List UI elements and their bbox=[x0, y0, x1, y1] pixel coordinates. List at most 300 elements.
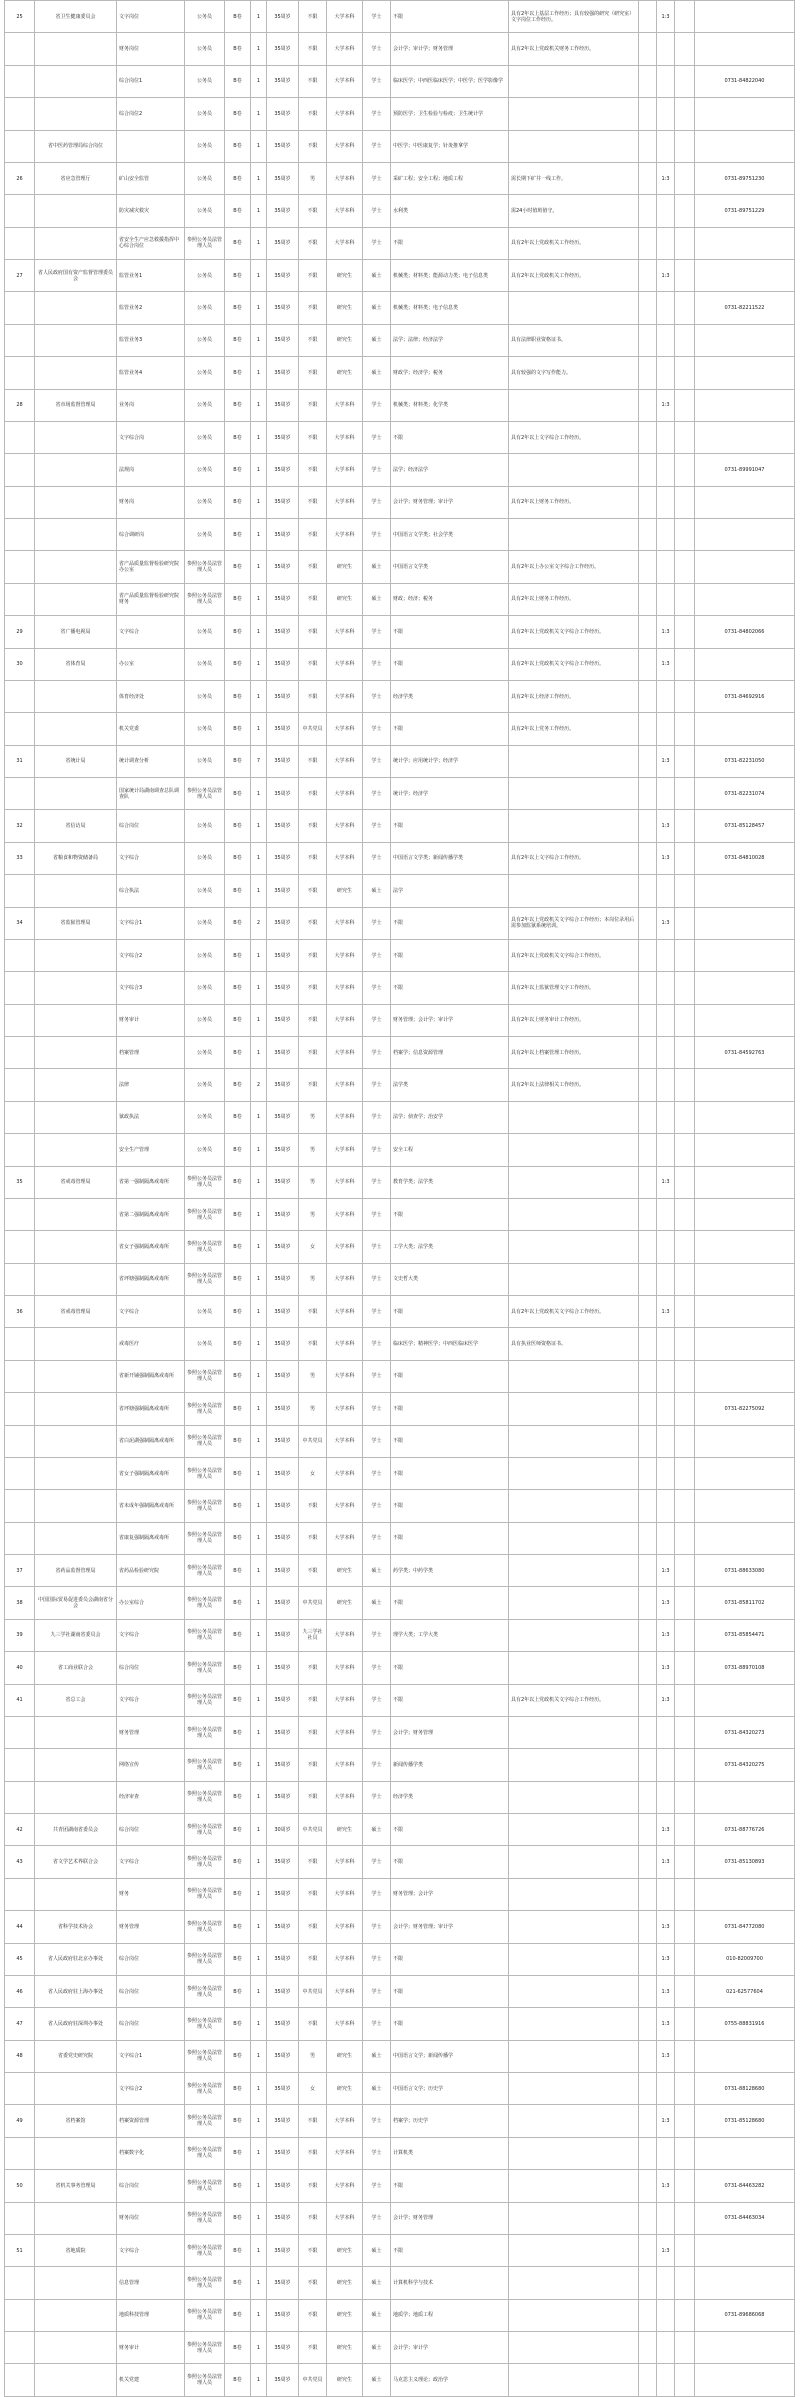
contact-phone-cell: 0731-89991047 bbox=[695, 454, 795, 486]
row-number-cell bbox=[5, 1781, 35, 1813]
recruit-count-cell: 1 bbox=[251, 1004, 267, 1036]
professional-test-cell bbox=[639, 2234, 657, 2266]
education-cell: 大学本科 bbox=[327, 907, 363, 939]
department-name-cell bbox=[35, 33, 117, 65]
degree-cell: 学士 bbox=[363, 2202, 391, 2234]
exam-paper-cell: B卷 bbox=[225, 1166, 251, 1198]
degree-cell: 学士 bbox=[363, 778, 391, 810]
position-type-cell: 参照公务员法管理人员 bbox=[185, 1684, 225, 1716]
remark-cell bbox=[675, 939, 695, 971]
major-cell: 不限 bbox=[391, 1943, 509, 1975]
political-status-cell: 不限 bbox=[299, 2299, 327, 2331]
table-row bbox=[5, 1522, 795, 1554]
position-name-cell: 财务岗位 bbox=[117, 33, 185, 65]
position-type-cell: 参照公务员法管理人员 bbox=[185, 1619, 225, 1651]
exam-paper-cell: B卷 bbox=[225, 33, 251, 65]
other-requirements-cell: 具有2年以上法律相关工作经历。 bbox=[509, 1069, 639, 1101]
major-cell: 中医学；中医康复学；针灸推拿学 bbox=[391, 130, 509, 162]
remark-cell bbox=[675, 713, 695, 745]
department-name-cell: 省体育局 bbox=[35, 648, 117, 680]
recruit-count-cell: 1 bbox=[251, 1263, 267, 1295]
table-row bbox=[5, 1619, 795, 1651]
age-limit-cell: 35周岁 bbox=[267, 260, 299, 292]
row-number-cell bbox=[5, 292, 35, 324]
interview-ratio-cell bbox=[657, 2202, 675, 2234]
remark-cell bbox=[675, 98, 695, 130]
department-name-cell bbox=[35, 454, 117, 486]
table-row bbox=[5, 324, 795, 356]
row-number-cell bbox=[5, 972, 35, 1004]
table-row bbox=[5, 1037, 795, 1069]
age-limit-cell: 35周岁 bbox=[267, 1263, 299, 1295]
remark-cell bbox=[675, 357, 695, 389]
age-limit-cell: 35周岁 bbox=[267, 2137, 299, 2169]
recruit-count-cell: 1 bbox=[251, 1684, 267, 1716]
professional-test-cell bbox=[639, 2008, 657, 2040]
interview-ratio-cell bbox=[657, 939, 675, 971]
other-requirements-cell bbox=[509, 2008, 639, 2040]
department-name-cell bbox=[35, 421, 117, 453]
education-cell: 大学本科 bbox=[327, 65, 363, 97]
table-row bbox=[5, 1393, 795, 1425]
other-requirements-cell: 具有执业医师资格证书。 bbox=[509, 1328, 639, 1360]
department-name-cell: 省文学艺术界联合会 bbox=[35, 1846, 117, 1878]
education-cell: 大学本科 bbox=[327, 1328, 363, 1360]
remark-cell bbox=[675, 519, 695, 551]
age-limit-cell: 35周岁 bbox=[267, 1684, 299, 1716]
education-cell: 大学本科 bbox=[327, 1781, 363, 1813]
row-number-cell bbox=[5, 2202, 35, 2234]
contact-phone-cell: 0731-89751229 bbox=[695, 195, 795, 227]
position-type-cell: 参照公务员法管理人员 bbox=[185, 1878, 225, 1910]
position-type-cell: 公务员 bbox=[185, 486, 225, 518]
remark-cell bbox=[675, 65, 695, 97]
education-cell: 研究生 bbox=[327, 2267, 363, 2299]
table-row bbox=[5, 842, 795, 874]
position-name-cell: 综合调研岗 bbox=[117, 519, 185, 551]
age-limit-cell: 35周岁 bbox=[267, 1587, 299, 1619]
recruit-count-cell: 1 bbox=[251, 648, 267, 680]
table-row bbox=[5, 1652, 795, 1684]
row-number-cell: 47 bbox=[5, 2008, 35, 2040]
major-cell: 机械类；材料类；能源动力类；电子信息类 bbox=[391, 260, 509, 292]
position-type-cell: 参照公务员法管理人员 bbox=[185, 1652, 225, 1684]
department-name-cell bbox=[35, 2332, 117, 2364]
table-row bbox=[5, 2299, 795, 2331]
education-cell: 大学本科 bbox=[327, 1004, 363, 1036]
table-row bbox=[5, 1781, 795, 1813]
major-cell: 不限 bbox=[391, 1846, 509, 1878]
remark-cell bbox=[675, 1684, 695, 1716]
table-row bbox=[5, 551, 795, 583]
education-cell: 大学本科 bbox=[327, 1749, 363, 1781]
exam-paper-cell: B卷 bbox=[225, 583, 251, 615]
position-name-cell: 省坪塘强制隔离戒毒所 bbox=[117, 1263, 185, 1295]
major-cell: 不限 bbox=[391, 1, 509, 33]
political-status-cell: 男 bbox=[299, 1393, 327, 1425]
recruit-count-cell: 1 bbox=[251, 2332, 267, 2364]
interview-ratio-cell bbox=[657, 65, 675, 97]
professional-test-cell bbox=[639, 2364, 657, 2396]
other-requirements-cell: 具有2年以上党政机关文字综合工作经历。 bbox=[509, 648, 639, 680]
row-number-cell: 38 bbox=[5, 1587, 35, 1619]
education-cell: 研究生 bbox=[327, 324, 363, 356]
position-type-cell: 参照公务员法管理人员 bbox=[185, 778, 225, 810]
major-cell: 不限 bbox=[391, 1393, 509, 1425]
contact-phone-cell: 0731-84822040 bbox=[695, 65, 795, 97]
degree-cell: 学士 bbox=[363, 1101, 391, 1133]
interview-ratio-cell bbox=[657, 680, 675, 712]
political-status-cell: 不限 bbox=[299, 551, 327, 583]
position-type-cell: 参照公务员法管理人员 bbox=[185, 2105, 225, 2137]
remark-cell bbox=[675, 2234, 695, 2266]
department-name-cell: 省粮食和物资储备局 bbox=[35, 842, 117, 874]
major-cell: 会计学；审计学 bbox=[391, 2332, 509, 2364]
degree-cell: 学士 bbox=[363, 195, 391, 227]
position-name-cell: 档案管理 bbox=[117, 1037, 185, 1069]
table-row bbox=[5, 1328, 795, 1360]
major-cell: 不限 bbox=[391, 1457, 509, 1489]
major-cell: 法学；经济法学 bbox=[391, 454, 509, 486]
table-row bbox=[5, 616, 795, 648]
table-row bbox=[5, 2234, 795, 2266]
age-limit-cell: 35周岁 bbox=[267, 616, 299, 648]
position-type-cell: 参照公务员法管理人员 bbox=[185, 2299, 225, 2331]
political-status-cell: 男 bbox=[299, 1263, 327, 1295]
contact-phone-cell bbox=[695, 260, 795, 292]
recruit-count-cell: 1 bbox=[251, 1555, 267, 1587]
remark-cell bbox=[675, 130, 695, 162]
position-name-cell: 省白泥湖强制隔离戒毒所 bbox=[117, 1425, 185, 1457]
education-cell: 大学本科 bbox=[327, 1, 363, 33]
professional-test-cell bbox=[639, 1328, 657, 1360]
exam-paper-cell: B卷 bbox=[225, 98, 251, 130]
department-name-cell bbox=[35, 939, 117, 971]
remark-cell bbox=[675, 1198, 695, 1230]
position-name-cell: 省产品质量监督检验研究院办公室 bbox=[117, 551, 185, 583]
other-requirements-cell: 具有2年以上党政机关工作经历。 bbox=[509, 260, 639, 292]
exam-paper-cell: B卷 bbox=[225, 2202, 251, 2234]
position-name-cell: 网络宣传 bbox=[117, 1749, 185, 1781]
exam-paper-cell: B卷 bbox=[225, 195, 251, 227]
professional-test-cell bbox=[639, 2299, 657, 2331]
department-name-cell bbox=[35, 1101, 117, 1133]
exam-paper-cell: B卷 bbox=[225, 454, 251, 486]
degree-cell: 学士 bbox=[363, 745, 391, 777]
age-limit-cell: 35周岁 bbox=[267, 1652, 299, 1684]
interview-ratio-cell: 1:3 bbox=[657, 1652, 675, 1684]
age-limit-cell: 35周岁 bbox=[267, 583, 299, 615]
table-row bbox=[5, 1814, 795, 1846]
exam-paper-cell: B卷 bbox=[225, 1296, 251, 1328]
interview-ratio-cell bbox=[657, 551, 675, 583]
row-number-cell: 34 bbox=[5, 907, 35, 939]
recruit-count-cell: 2 bbox=[251, 1069, 267, 1101]
professional-test-cell bbox=[639, 33, 657, 65]
position-name-cell: 综合执法 bbox=[117, 875, 185, 907]
exam-paper-cell: B卷 bbox=[225, 1134, 251, 1166]
other-requirements-cell: 具有2年以上基层工作经历；具有较强的研究（研究室）文字岗位工作经历。 bbox=[509, 1, 639, 33]
contact-phone-cell bbox=[695, 1198, 795, 1230]
major-cell: 不限 bbox=[391, 1425, 509, 1457]
age-limit-cell: 35周岁 bbox=[267, 1004, 299, 1036]
professional-test-cell bbox=[639, 1166, 657, 1198]
age-limit-cell: 35周岁 bbox=[267, 810, 299, 842]
major-cell: 不限 bbox=[391, 1587, 509, 1619]
political-status-cell: 中共党员 bbox=[299, 1975, 327, 2007]
degree-cell: 学士 bbox=[363, 1975, 391, 2007]
degree-cell: 学士 bbox=[363, 1490, 391, 1522]
recruit-count-cell: 1 bbox=[251, 162, 267, 194]
age-limit-cell: 35周岁 bbox=[267, 2234, 299, 2266]
age-limit-cell: 35周岁 bbox=[267, 1522, 299, 1554]
position-type-cell: 公务员 bbox=[185, 130, 225, 162]
education-cell: 大学本科 bbox=[327, 1037, 363, 1069]
remark-cell bbox=[675, 1231, 695, 1263]
degree-cell: 学士 bbox=[363, 2008, 391, 2040]
professional-test-cell bbox=[639, 939, 657, 971]
other-requirements-cell bbox=[509, 1166, 639, 1198]
other-requirements-cell: 具有2年以上党政机关工作经历。 bbox=[509, 227, 639, 259]
major-cell: 工学大类；法学类 bbox=[391, 1231, 509, 1263]
education-cell: 大学本科 bbox=[327, 2202, 363, 2234]
contact-phone-cell: 0731-82275092 bbox=[695, 1393, 795, 1425]
table-row bbox=[5, 1004, 795, 1036]
interview-ratio-cell bbox=[657, 875, 675, 907]
professional-test-cell bbox=[639, 2073, 657, 2105]
department-name-cell bbox=[35, 1328, 117, 1360]
professional-test-cell bbox=[639, 292, 657, 324]
education-cell: 大学本科 bbox=[327, 939, 363, 971]
professional-test-cell bbox=[639, 162, 657, 194]
exam-paper-cell: B卷 bbox=[225, 1425, 251, 1457]
table-row bbox=[5, 2073, 795, 2105]
row-number-cell bbox=[5, 875, 35, 907]
professional-test-cell bbox=[639, 583, 657, 615]
age-limit-cell: 35周岁 bbox=[267, 2073, 299, 2105]
political-status-cell: 不限 bbox=[299, 1037, 327, 1069]
other-requirements-cell bbox=[509, 1911, 639, 1943]
recruit-count-cell: 1 bbox=[251, 2267, 267, 2299]
degree-cell: 学士 bbox=[363, 1263, 391, 1295]
department-name-cell bbox=[35, 1457, 117, 1489]
political-status-cell: 不限 bbox=[299, 260, 327, 292]
exam-paper-cell: B卷 bbox=[225, 1619, 251, 1651]
political-status-cell: 女 bbox=[299, 2073, 327, 2105]
age-limit-cell: 35周岁 bbox=[267, 1878, 299, 1910]
degree-cell: 学士 bbox=[363, 842, 391, 874]
major-cell: 不限 bbox=[391, 1360, 509, 1392]
other-requirements-cell bbox=[509, 810, 639, 842]
major-cell: 临床医学；中西医临床医学；中医学；医学影像学 bbox=[391, 65, 509, 97]
professional-test-cell bbox=[639, 357, 657, 389]
education-cell: 研究生 bbox=[327, 1555, 363, 1587]
row-number-cell bbox=[5, 680, 35, 712]
exam-paper-cell: B卷 bbox=[225, 2332, 251, 2364]
professional-test-cell bbox=[639, 1684, 657, 1716]
other-requirements-cell bbox=[509, 2073, 639, 2105]
interview-ratio-cell: 1:3 bbox=[657, 2105, 675, 2137]
other-requirements-cell bbox=[509, 1198, 639, 1230]
remark-cell bbox=[675, 1814, 695, 1846]
exam-paper-cell: B卷 bbox=[225, 1587, 251, 1619]
exam-paper-cell: B卷 bbox=[225, 389, 251, 421]
other-requirements-cell: 具有2年以上办公室文字综合工作经历。 bbox=[509, 551, 639, 583]
recruit-count-cell: 1 bbox=[251, 616, 267, 648]
education-cell: 大学本科 bbox=[327, 1716, 363, 1748]
contact-phone-cell: 0731-85854471 bbox=[695, 1619, 795, 1651]
age-limit-cell: 35周岁 bbox=[267, 1943, 299, 1975]
exam-paper-cell: B卷 bbox=[225, 2073, 251, 2105]
row-number-cell: 49 bbox=[5, 2105, 35, 2137]
remark-cell bbox=[675, 1781, 695, 1813]
row-number-cell: 46 bbox=[5, 1975, 35, 2007]
remark-cell bbox=[675, 389, 695, 421]
degree-cell: 硕士 bbox=[363, 551, 391, 583]
position-type-cell: 公务员 bbox=[185, 939, 225, 971]
contact-phone-cell: 0731-82231050 bbox=[695, 745, 795, 777]
degree-cell: 学士 bbox=[363, 65, 391, 97]
political-status-cell: 不限 bbox=[299, 33, 327, 65]
political-status-cell: 不限 bbox=[299, 745, 327, 777]
recruit-count-cell: 1 bbox=[251, 2105, 267, 2137]
degree-cell: 学士 bbox=[363, 486, 391, 518]
recruit-count-cell: 1 bbox=[251, 1134, 267, 1166]
recruit-count-cell: 1 bbox=[251, 1749, 267, 1781]
other-requirements-cell: 具有2年以上监狱管理文字工作经历。 bbox=[509, 972, 639, 1004]
age-limit-cell: 35周岁 bbox=[267, 1069, 299, 1101]
major-cell: 不限 bbox=[391, 907, 509, 939]
degree-cell: 硕士 bbox=[363, 2299, 391, 2331]
age-limit-cell: 35周岁 bbox=[267, 33, 299, 65]
education-cell: 研究生 bbox=[327, 2332, 363, 2364]
degree-cell: 学士 bbox=[363, 1231, 391, 1263]
age-limit-cell: 35周岁 bbox=[267, 1425, 299, 1457]
position-type-cell: 参照公务员法管理人员 bbox=[185, 1457, 225, 1489]
remark-cell bbox=[675, 2364, 695, 2396]
recruit-count-cell: 1 bbox=[251, 130, 267, 162]
row-number-cell bbox=[5, 33, 35, 65]
professional-test-cell bbox=[639, 1457, 657, 1489]
row-number-cell: 29 bbox=[5, 616, 35, 648]
table-row bbox=[5, 1, 795, 33]
exam-paper-cell: B卷 bbox=[225, 486, 251, 518]
position-name-cell: 财务岗位 bbox=[117, 2202, 185, 2234]
position-name-cell: 综合岗位 bbox=[117, 2008, 185, 2040]
position-name-cell: 文字综合2 bbox=[117, 2073, 185, 2105]
interview-ratio-cell: 1:3 bbox=[657, 1, 675, 33]
degree-cell: 硕士 bbox=[363, 1814, 391, 1846]
contact-phone-cell bbox=[695, 1296, 795, 1328]
contact-phone-cell: 021-62577604 bbox=[695, 1975, 795, 2007]
row-number-cell: 26 bbox=[5, 162, 35, 194]
table-row bbox=[5, 2364, 795, 2396]
education-cell: 大学本科 bbox=[327, 810, 363, 842]
position-name-cell: 法律 bbox=[117, 1069, 185, 1101]
interview-ratio-cell bbox=[657, 1522, 675, 1554]
position-type-cell: 参照公务员法管理人员 bbox=[185, 1716, 225, 1748]
row-number-cell bbox=[5, 1101, 35, 1133]
contact-phone-cell bbox=[695, 1069, 795, 1101]
table-body bbox=[5, 1, 795, 2397]
education-cell: 大学本科 bbox=[327, 227, 363, 259]
remark-cell bbox=[675, 421, 695, 453]
department-name-cell: 省药品监督管理局 bbox=[35, 1555, 117, 1587]
interview-ratio-cell: 1:3 bbox=[657, 1587, 675, 1619]
degree-cell: 硕士 bbox=[363, 357, 391, 389]
degree-cell: 学士 bbox=[363, 1749, 391, 1781]
contact-phone-cell bbox=[695, 1004, 795, 1036]
other-requirements-cell: 具有2年以上经济工作经历。 bbox=[509, 680, 639, 712]
position-name-cell: 狱政执法 bbox=[117, 1101, 185, 1133]
department-name-cell bbox=[35, 551, 117, 583]
political-status-cell: 中共党员 bbox=[299, 713, 327, 745]
interview-ratio-cell: 1:3 bbox=[657, 907, 675, 939]
position-name-cell: 监管业务4 bbox=[117, 357, 185, 389]
degree-cell: 学士 bbox=[363, 939, 391, 971]
major-cell: 法学；侦查学；治安学 bbox=[391, 1101, 509, 1133]
degree-cell: 学士 bbox=[363, 1716, 391, 1748]
contact-phone-cell: 0731-89751230 bbox=[695, 162, 795, 194]
contact-phone-cell: 0731-82231074 bbox=[695, 778, 795, 810]
major-cell: 中国语言文学类 bbox=[391, 551, 509, 583]
interview-ratio-cell bbox=[657, 713, 675, 745]
interview-ratio-cell bbox=[657, 292, 675, 324]
position-type-cell: 公务员 bbox=[185, 616, 225, 648]
age-limit-cell: 35周岁 bbox=[267, 1393, 299, 1425]
political-status-cell: 不限 bbox=[299, 454, 327, 486]
major-cell: 不限 bbox=[391, 2234, 509, 2266]
position-type-cell: 参照公务员法管理人员 bbox=[185, 1263, 225, 1295]
professional-test-cell bbox=[639, 1360, 657, 1392]
other-requirements-cell: 具有2年以上文字综合工作经历。 bbox=[509, 421, 639, 453]
age-limit-cell: 30周岁 bbox=[267, 1814, 299, 1846]
exam-paper-cell: B卷 bbox=[225, 939, 251, 971]
education-cell: 大学本科 bbox=[327, 2137, 363, 2169]
interview-ratio-cell bbox=[657, 1231, 675, 1263]
exam-paper-cell: B卷 bbox=[225, 2267, 251, 2299]
position-type-cell: 参照公务员法管理人员 bbox=[185, 551, 225, 583]
remark-cell bbox=[675, 1587, 695, 1619]
row-number-cell: 43 bbox=[5, 1846, 35, 1878]
contact-phone-cell: 0731-84592763 bbox=[695, 1037, 795, 1069]
department-name-cell bbox=[35, 875, 117, 907]
recruit-count-cell: 1 bbox=[251, 421, 267, 453]
political-status-cell: 不限 bbox=[299, 939, 327, 971]
position-name-cell: 综合岗位 bbox=[117, 1652, 185, 1684]
major-cell: 机械类；材料类；电子信息类 bbox=[391, 292, 509, 324]
table-row bbox=[5, 907, 795, 939]
education-cell: 大学本科 bbox=[327, 1101, 363, 1133]
age-limit-cell: 35周岁 bbox=[267, 2332, 299, 2364]
department-name-cell: 省中医药管理局综合岗位 bbox=[35, 130, 117, 162]
position-name-cell: 财务 bbox=[117, 1878, 185, 1910]
table-row bbox=[5, 1878, 795, 1910]
exam-paper-cell: B卷 bbox=[225, 1101, 251, 1133]
interview-ratio-cell: 1:3 bbox=[657, 616, 675, 648]
remark-cell bbox=[675, 1457, 695, 1489]
age-limit-cell: 35周岁 bbox=[267, 1716, 299, 1748]
degree-cell: 学士 bbox=[363, 1, 391, 33]
degree-cell: 学士 bbox=[363, 907, 391, 939]
remark-cell bbox=[675, 1393, 695, 1425]
education-cell: 大学本科 bbox=[327, 1911, 363, 1943]
age-limit-cell: 35周岁 bbox=[267, 519, 299, 551]
row-number-cell: 30 bbox=[5, 648, 35, 680]
recruit-count-cell: 1 bbox=[251, 1911, 267, 1943]
position-type-cell: 公务员 bbox=[185, 519, 225, 551]
political-status-cell: 不限 bbox=[299, 778, 327, 810]
